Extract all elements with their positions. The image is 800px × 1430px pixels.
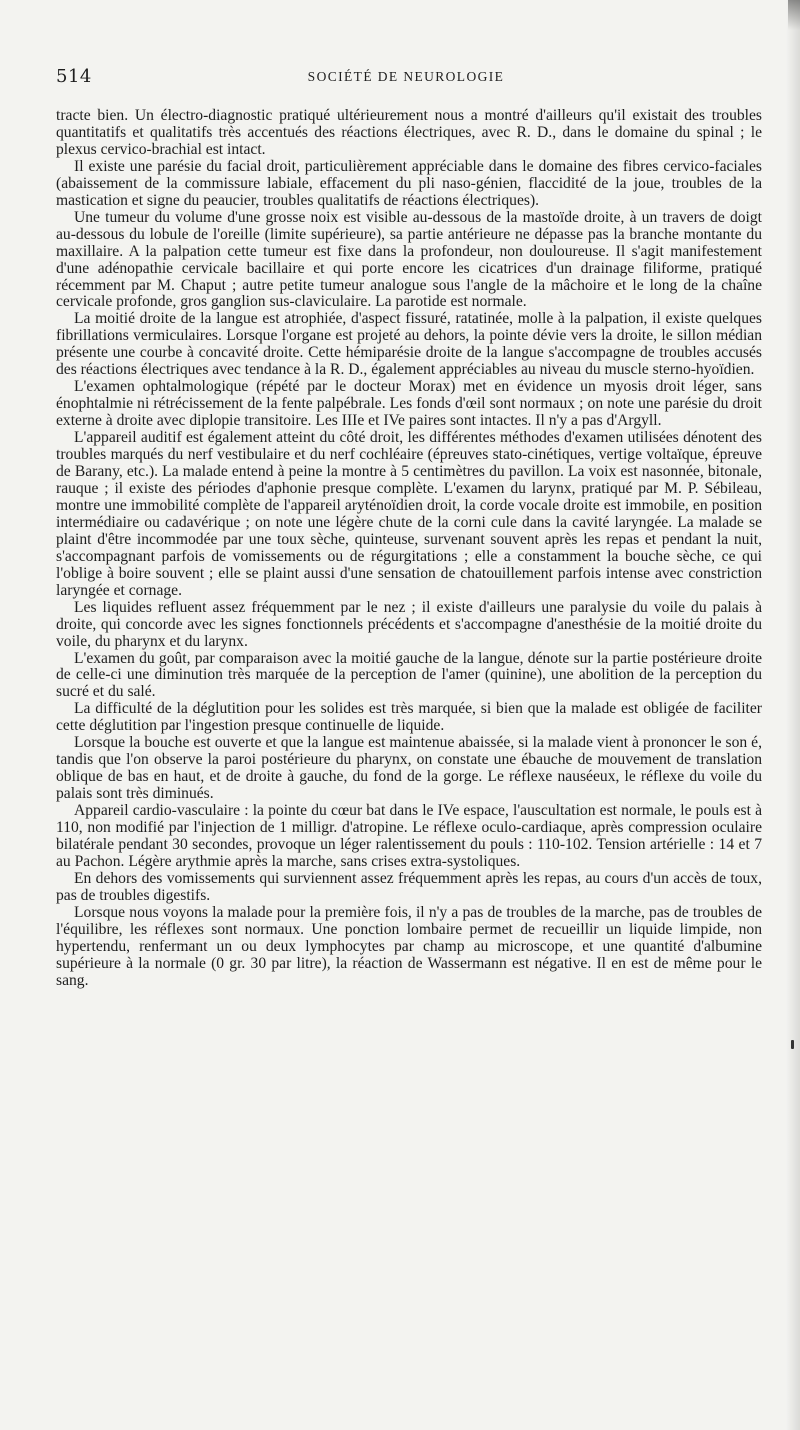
article-body [56,108,762,990]
paragraph: Une tumeur du volume d'une grosse noix est visible au-dessous de la mastoïde droite, à un travers de doigt au-dessous du lobule de l'oreille (limite supérieure), sa partie antérieure ne dépasse pas la branche montante du maxillaire. A la palpation cette tumeur est fixe dans la profondeur, non douloureuse. Il s'agit manifestement d'une adénopathie cervicale bacillaire et qui porte encore les cicatrices d'un drainage filiforme, pratiqué récemment par M. Chaput ; autre petite tumeur analogue sous l'angle de la mâchoire et le long de la chaîne cervicale profonde, gros ganglion sus-claviculaire. La parotide est normale. [56,208,762,311]
paragraph: tracte bien. Un électro-diagnostic pratiqué ultérieurement nous a montré d'ailleurs qu'il existait des troubles quantitatifs et qualitatifs très accentués des réactions électriques, avec R. D., dans le domaine du spinal ; le plexus cervico-brachial est intact. [56,107,762,158]
page-header [56,66,756,88]
corner-mark [788,0,800,30]
page-edge-shadow [786,0,800,1430]
paragraph: Appareil cardio-vasculaire : la pointe du cœur bat dans le IVe espace, l'auscultation est normale, le pouls est à 110, non modifié par l'injection de 1 milligr. d'atropine. Le réflexe oculo-cardiaque, après compression oculaire bilatérale pendant 30 secondes, provoque un léger ralentissement du pouls : 110-102. Tension artérielle : 14 et 7 au Pachon. Légère arythmie après la marche, sans crises extra-systoliques. [56,802,762,870]
paragraph: L'examen ophtalmologique (répété par le docteur Morax) met en évidence un myosis droit léger, sans énophtalmie ni rétrécissement de la fente palpébrale. Les fonds d'œil sont normaux ; on note une parésie du droit externe à droite avec diplopie transitoire. Les IIIe et IVe paires sont intactes. Il n'y a pas d'Argyll. [56,378,762,430]
paragraph: En dehors des vomissements qui surviennent assez fréquemment après les repas, au cours d'un accès de toux, pas de troubles digestifs. [56,869,762,904]
paragraph: Les liquides refluent assez fréquemment par le nez ; il existe d'ailleurs une paralysie du voile du palais à droite, qui concorde avec les signes fonctionnels précédents et s'accompagne d'anesthésie de la moitié droite du voile, du pharynx et du larynx. [56,598,762,650]
page-number: 514 [56,66,92,87]
paragraph: Il existe une parésie du facial droit, particulièrement appréciable dans le domaine des fibres cervico-faciales (abaissement de la commissure labiale, effacement du pli naso-génien, flaccidité de la joue, troubles de la mastication et signe du peaucier, troubles qualitatifs de réactions électriques). [56,157,762,209]
margin-mark [791,1040,794,1049]
running-head: SOCIÉTÉ DE NEUROLOGIE [307,69,505,84]
paragraph: Lorsque la bouche est ouverte et que la langue est maintenue abaissée, si la malade vient à prononcer le son é, tandis que l'on observe la paroi postérieure du pharynx, on constate une ébauche de mouvement de translation oblique de bas en haut, et de droite à gauche, du fond de la gorge. Le réflexe nauséeux, le réflexe du voile du palais sont très diminués. [56,734,762,803]
paragraph: Lorsque nous voyons la malade pour la première fois, il n'y a pas de troubles de la marche, pas de troubles de l'équilibre, les réflexes sont normaux. Une ponction lombaire permet de recueillir un liquide limpide, non hypertendu, renfermant un ou deux lymphocytes par champ au microscope, et une quantité d'albumine supérieure à la normale (0 gr. 30 par litre), la réaction de Wassermann est négative. Il en est de même pour le sang. [56,903,762,989]
paragraph: L'examen du goût, par comparaison avec la moitié gauche de la langue, dénote sur la partie postérieure droite de celle-ci une diminution très marquée de la perception de l'amer (quinine), une abolition de la perception du sucré et du salé. [56,649,762,701]
paragraph: La difficulté de la déglutition pour les solides est très marquée, si bien que la malade est obligée de faciliter cette déglutition par l'ingestion presque continuelle de liquide. [56,700,762,735]
paragraph: La moitié droite de la langue est atrophiée, d'aspect fissuré, ratatinée, molle à la palpation, il existe quelques fibrillations vermiculaires. Lorsque l'organe est projeté au dehors, la pointe dévie vers la droite, le sillon médian présente une courbe à concavité droite. Cette hémiparésie droite de la langue s'accompagne de troubles accusés des réactions électriques avec tendance à la R. D., également appréciables au niveau du muscle sterno-hyoïdien. [56,310,762,379]
paragraph: L'appareil auditif est également atteint du côté droit, les différentes méthodes d'examen utilisées dénotent des troubles marqués du nerf vestibulaire et du nerf cochléaire (épreuves stato-cinétiques, vertige voltaïque, épreuve de Barany, etc.). La malade entend à peine la montre à 5 centimètres du pavillon. La voix est nasonnée, bitonale, rauque ; il existe des périodes d'aphonie presque complète. L'examen du larynx, pratiqué par M. P. Sébileau, montre une immobilité complète de l'appareil aryténoïdien droit, la corde vocale droite est immobile, en position intermédiaire ou cadavérique ; on note une légère chute de la corni cule dans la cavité laryngée. La malade se plaint d'être incommodée par une toux sèche, quinteuse, survenant souvent après les repas et pendant la nuit, s'accompagnant parfois de vomissements ou de régurgitations ; elle a constamment la bouche sèche, ce qui l'oblige à boire souvent ; elle se plaint aussi d'une sensation de chatouillement parfois intense avec constriction laryngée et cornage. [56,429,762,599]
